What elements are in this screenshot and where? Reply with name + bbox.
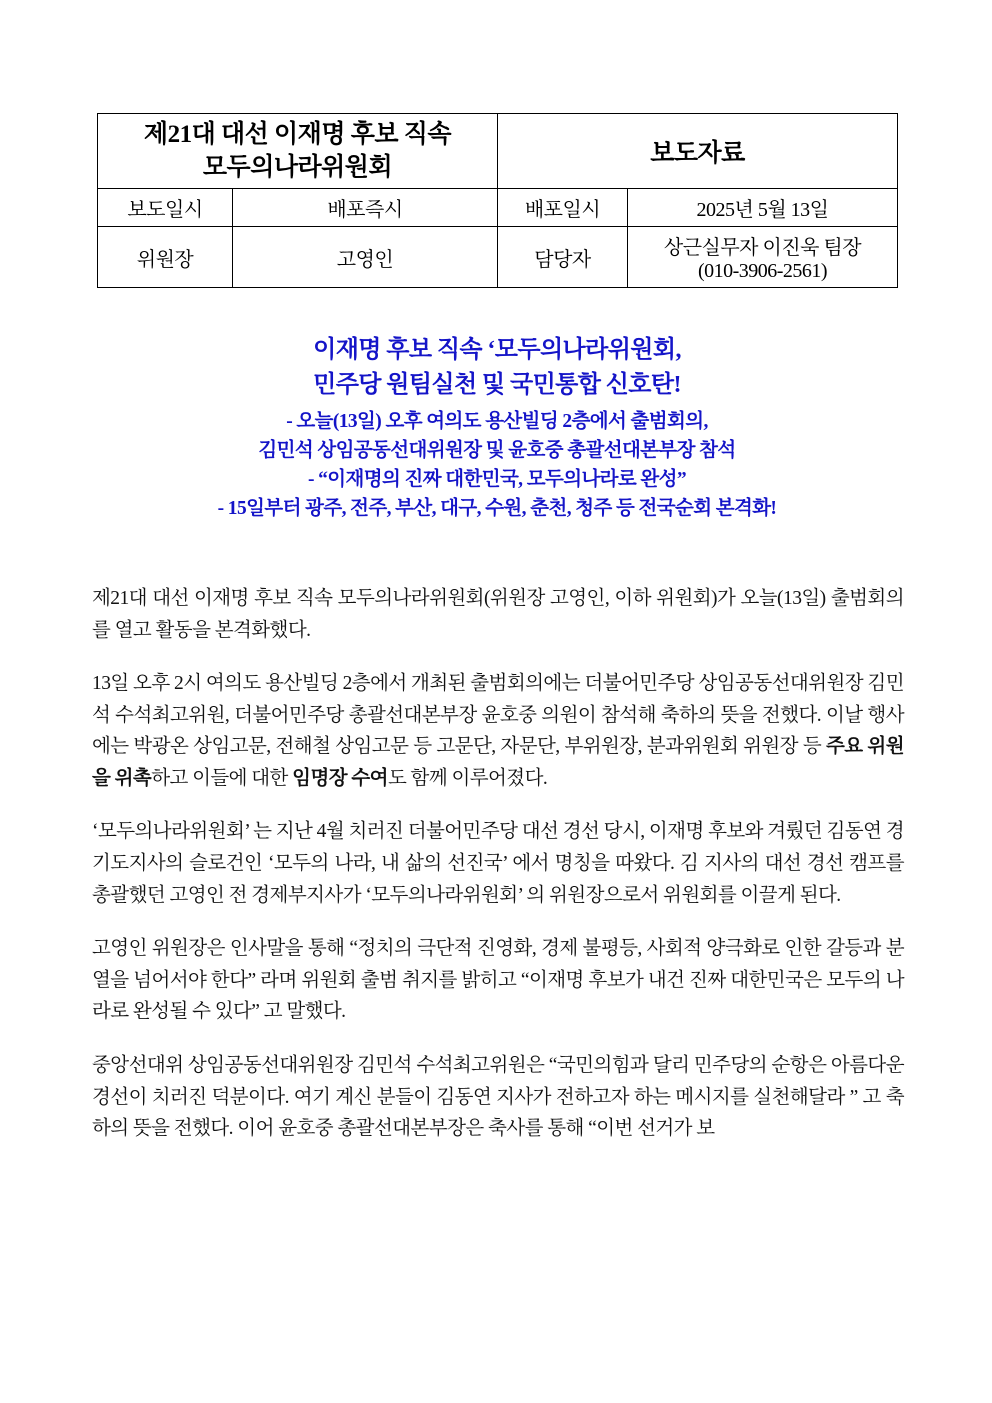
headline-sub-line4: - 15일부터 광주, 전주, 부산, 대구, 수원, 춘천, 청주 등 전국순회 본격화! (217, 498, 777, 520)
release-date-label: 보도일시 (98, 189, 233, 227)
distribution-date-value: 2025년 5월 13일 (628, 189, 898, 227)
release-date-value: 배포즉시 (233, 189, 498, 227)
table-row (98, 189, 898, 227)
paragraph-2: 13일 오후 2시 여의도 용산빌딩 2층에서 개최된 출범회의에는 더불어민주당 상임공동선대위원장 김민석 수석최고위원, 더불어민주당 총괄선대본부장 윤호중 의원이 참석해 축하의 뜻을 전했다. 이날 행사에는 박광온 상임고문, 전해철 상임고문 등 고문단, 자문단, 부위원장, 분과위원회 위원장 등 주요 위원을 위촉하고 이들에 대한 임명장 수여도 함께 이루어졌다. (92, 673, 904, 789)
doc-type-cell: 보도자료 (498, 114, 898, 189)
contact-label: 담당자 (498, 227, 628, 288)
contact-value (628, 227, 898, 288)
body-text (92, 583, 904, 1145)
headline-block (97, 333, 897, 524)
table-row (98, 227, 898, 288)
paragraph-4: 고영인 위원장은 인사말을 통해 “정치의 극단적 진영화, 경제 불평등, 사회적 양극화로 인한 갈등과 분열을 넘어서야 한다” 라며 위원회 출범 취지를 밝히고 “이재명 후보가 내건 진짜 대한민국은 모두의 나라로 완성될 수 있다” 고 말했다. (92, 938, 904, 1023)
chairman-label: 위원장 (98, 227, 233, 288)
distribution-date-label: 배포일시 (498, 189, 628, 227)
contact-name: 상근실무자 이진욱 팀장 (663, 237, 862, 259)
headline-sub-line2: 김민석 상임공동선대위원장 및 윤호중 총괄선대본부장 참석 (258, 439, 736, 461)
headline-sub-line3: - “이재명의 진짜 대한민국, 모두의나라로 완성” (307, 469, 687, 491)
paragraph-5: 중앙선대위 상임공동선대위원장 김민석 수석최고위원은 “국민의힘과 달리 민주당의 순항은 아름다운 경선이 치러진 덕분이다. 여기 계신 분들이 김동연 지사가 전하고자 하는 메시지를 실천해달라 ” 고 축하의 뜻을 전했다. 이어 윤호중 총괄선대본부장은 축사를 통해 “이번 선거가 보 (92, 1054, 904, 1140)
chairman-value: 고영인 (233, 227, 498, 288)
paragraph-1: 제21대 대선 이재명 후보 직속 모두의나라위원회(위원장 고영인, 이하 위원회)가 오늘(13일) 출범회의를 열고 활동을 본격화했다. (92, 588, 904, 641)
committee-title-line1: 제21대 대선 이재명 후보 직속 (143, 121, 452, 148)
headline-main (97, 333, 897, 403)
paragraph-3: ‘모두의나라위원회’ 는 지난 4월 치러진 더불어민주당 대선 경선 당시, 이재명 후보와 겨뤘던 김동연 경기도지사의 슬로건인 ‘모두의 나라, 내 삶의 선진국’ 에서 명칭을 따왔다. 김 지사의 대선 경선 캠프를 총괄했던 고영인 전 경제부지사가 ‘모두의나라위원회’ 의 위원장으로서 위원회를 이끌게 된다. (92, 821, 904, 906)
headline-sub (97, 407, 897, 524)
committee-title-cell (98, 114, 498, 189)
headline-main-line2: 민주당 원팀실천 및 국민통합 신호탄! (313, 371, 681, 398)
contact-phone: (010-3906-2561) (697, 260, 828, 282)
headline-sub-line1: - 오늘(13일) 오후 여의도 용산빌딩 2층에서 출범회의, (286, 410, 708, 432)
committee-title-line2: 모두의나라위원회 (202, 154, 393, 181)
table-row (98, 114, 898, 189)
headline-main-line1: 이재명 후보 직속 ‘모두의나라위원회, (313, 337, 681, 363)
press-release-header-table (97, 113, 898, 288)
